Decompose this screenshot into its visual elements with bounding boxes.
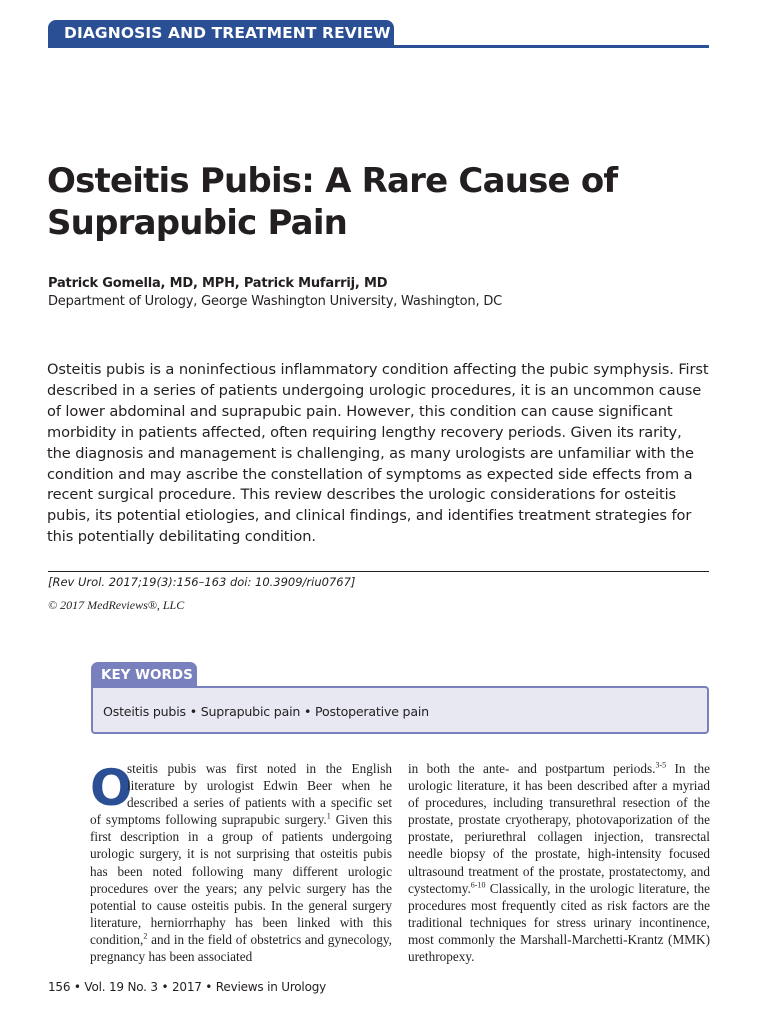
body-text: Classically, in the urologic literature, the procedures most frequently cited as risk factors are the traditional techniques for stress urinary incontinence, most commonly the Marshall-Marchetti-Krantz (MMK) urethropexy. [408, 880, 710, 965]
body-text: Given this first description in a group of patients undergoing urologic surgery, it is not surprising that osteitis pubis has been noted following many different urologic procedures over the years; any pelvic surgery has the potential to cause osteitis pubis. In the general surgery literature, herniorrhaphy has been linked with this condition, [90, 812, 392, 947]
body-column-right [408, 760, 710, 965]
key-words-box [91, 686, 709, 734]
body-text: and in the field of obstetrics and gynecology, pregnancy has been associated [90, 931, 392, 965]
reference-marker[interactable]: 6-10 [470, 880, 486, 890]
article-title: Osteitis Pubis: A Rare Cause of Suprapubic Pain [47, 161, 618, 243]
drop-cap: O [90, 759, 133, 817]
section-rule [48, 45, 709, 48]
abstract-divider [48, 571, 709, 572]
reference-marker[interactable]: 1 [326, 811, 331, 821]
reference-marker[interactable]: 3-5 [655, 760, 667, 770]
body-text: In the urologic literature, it has been described after a myriad of procedures, including transurethral resection of the prostate, prostate cryotherapy, photovaporization of the prostate, periurethral collagen injection, transrectal needle biopsy of the prostate, high-intensity focused ultrasound treatment of the prostate, prostatectomy, and cystectomy. [408, 761, 710, 896]
article-authors: Patrick Gomella, MD, MPH, Patrick Mufarrij, MD [48, 276, 388, 291]
body-text: in both the ante- and postpartum periods. [408, 761, 656, 776]
copyright-notice: © 2017 MedReviews®, LLC [48, 598, 185, 612]
section-label: DIAGNOSIS AND TREATMENT REVIEW [48, 20, 394, 47]
body-column-left [90, 760, 392, 965]
author-affiliation: Department of Urology, George Washington University, Washington, DC [48, 294, 503, 309]
citation: [Rev Urol. 2017;19(3):156–163 doi: 10.3909/riu0767] [48, 575, 356, 589]
key-words-text: Osteitis pubis • Suprapubic pain • Postoperative pain [103, 704, 429, 719]
page-footer: 156 • Vol. 19 No. 3 • 2017 • Reviews in Urology [48, 980, 327, 994]
key-words-label: KEY WORDS [91, 662, 197, 688]
reference-marker[interactable]: 2 [143, 931, 148, 941]
body-text: steitis pubis was first noted in the English literature by urologist Edwin Beer when he described a series of patients with a specific set of symptoms following suprapubic surgery. [90, 761, 392, 828]
abstract: Osteitis pubis is a noninfectious inflammatory condition affecting the pubic symphysis. First described in a series of patients undergoing urologic procedures, it is an uncommon cause of lower abdominal and suprapubic pain. However, this condition can cause significant morbidity in patients affected, often requiring lengthy recovery periods. Given its rarity, the diagnosis and management is challenging, as many urologists are unfamiliar with the condition and may ascribe the constellation of symptoms as expected side effects from a recent surgical procedure. This review describes the urologic considerations for osteitis pubis, its potential etiologies, and clinical findings, and identifies treatment strategies for this potentially debilitating condition. [47, 361, 709, 546]
